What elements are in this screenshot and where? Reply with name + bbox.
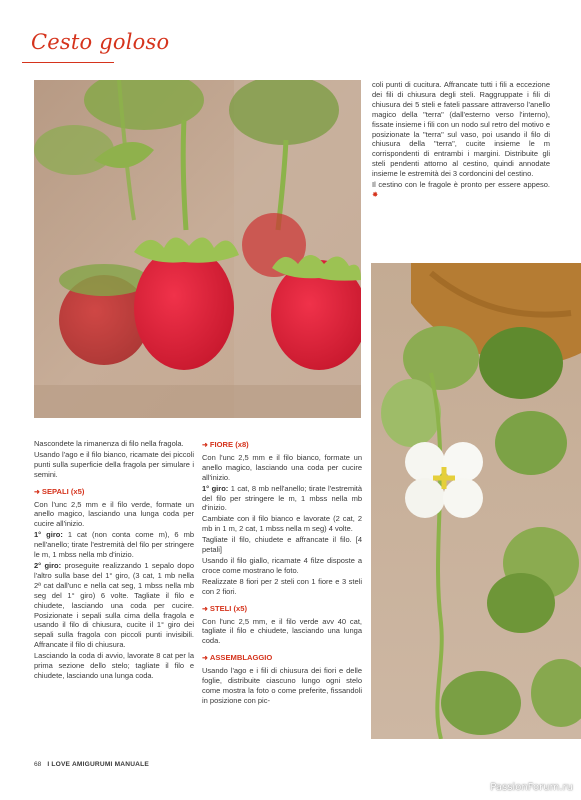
section-heading-steli: ➜ STELI (x5) xyxy=(202,603,248,613)
page-footer xyxy=(34,761,149,768)
text-column-middle xyxy=(202,440,362,707)
paragraph: Con l'unc 2,5 mm e il filo bianco, formate un anello magico, lasciando una coda per cucire all'inizio. xyxy=(202,452,362,482)
paragraph: Usando l'ago e il filo bianco, ricamate dei piccoli punti sulla superficie della fragola per simulare i semini. xyxy=(34,449,194,479)
paragraph: Con l'unc 2,5 mm e il filo verde, formate un anello magico, lasciando una lunga coda per cucire all'inizio. xyxy=(34,499,194,529)
paragraph: Realizzate 8 fiori per 2 steli con 1 fiore e 3 steli con 2 fiori. xyxy=(202,576,362,596)
paragraph: Nascondete la rimanenza di filo nella fragola. xyxy=(34,439,184,448)
text-column-top-right xyxy=(372,80,550,201)
text-column-left xyxy=(34,439,194,682)
paragraph: 2° giro: proseguite realizzando 1 sepalo dopo l'altro sulla base del 1° giro, (3 cat, 1 mb nella 2ª cat dall'unc e nella cat seg, 1 mbss nella mb seg del 1° giro) 6 volte. Tagliate il filo e chiudete, lasciando una coda per cucire. Posizionate i sepali sulla cima della fragola e usando il filo di chiusura, cucite il 1° giro dei sepali sulla fragola con piccoli punti invisibili. Affrancate il filo di chiusura. xyxy=(34,560,194,650)
strawberries-photo xyxy=(34,80,361,418)
end-mark-icon: ✸ xyxy=(372,189,379,199)
arrow-right-icon: ➜ xyxy=(202,442,208,449)
flower-garland-photo xyxy=(371,263,581,739)
arrow-right-icon: ➜ xyxy=(202,655,208,663)
paragraph: 1° giro: 1 cat, 8 mb nell'anello; tirate l'estremità del filo per stringere le m, 1 mbss nella mb d'inizio. xyxy=(202,483,362,513)
paragraph: Usando il filo giallo, ricamate 4 filze disposte a croce come mostrano le foto. xyxy=(202,555,362,575)
paragraph: Con l'unc 2,5 mm, e il filo verde avv 40 cat, tagliate il filo e chiudete, lasciando una lunga coda. xyxy=(202,616,362,646)
section-heading-fiore: ➜ FIORE (x8) xyxy=(202,440,249,449)
page-number: 68 xyxy=(34,761,42,768)
section-heading-assemblaggio: ➜ ASSEMBLAGGIO xyxy=(202,653,273,663)
strawberries-photo-image xyxy=(34,80,361,418)
section-heading-sepali: ➜ SEPALI (x5) xyxy=(34,486,85,496)
paragraph: coli punti di cucitura. Affrancate tutti i fili a eccezione dei fili di chiusura degli steli. Raggruppate i fili di chiusura dei 5 steli e fateli passare attraverso l'anello magico della "terra" (dall'esterno verso l'interno), fissate insieme i fili con un nodo sul retro del motivo e posizionate la "terra" sul vaso, poi usando il filo di chiusura della "terra", cucite insieme le m corrispondenti di entrambi i margini. Distribuite gli steli pendenti attorno al cestino, quindi annodate insieme le estremità dei 3 cordoncini del cestino. xyxy=(372,80,550,179)
arrow-right-icon: ➜ xyxy=(34,488,40,496)
paragraph: Il cestino con le fragole è pronto per essere appeso. ✸ xyxy=(372,180,550,199)
paragraph: Tagliate il filo, chiudete e affrancate il filo. [4 petali] xyxy=(202,535,362,555)
flower-garland-photo-image xyxy=(371,263,581,739)
paragraph: Cambiate con il filo bianco e lavorate (2 cat, 2 mb in 1 m, 2 cat, 1 mbss nella m seg) 4 volte. xyxy=(202,514,362,534)
paragraph: 1° giro: 1 cat (non conta come m), 6 mb nell'anello; tirate l'estremità del filo per stringere le m, 1 mbss nella mb d'inizio. xyxy=(34,530,194,560)
arrow-right-icon: ➜ xyxy=(202,605,208,613)
title-underline xyxy=(22,62,114,63)
paragraph: Usando l'ago e i fili di chiusura dei fiori e delle foglie, distribuite ciascuno lungo ogni stelo come mostra la foto o come preferite, fissandoli in posizione con pic- xyxy=(202,666,362,705)
article-title: Cesto goloso xyxy=(31,30,170,54)
paragraph: Lasciando la coda di avvio, lavorate 8 cat per la prima sezione dello stelo; tagliate il filo e chiudete, lasciando una lunga coda. xyxy=(34,651,194,680)
magazine-name: I LOVE AMIGURUMI MANUALE xyxy=(47,761,149,768)
watermark: PassionForum.ru xyxy=(490,782,573,793)
